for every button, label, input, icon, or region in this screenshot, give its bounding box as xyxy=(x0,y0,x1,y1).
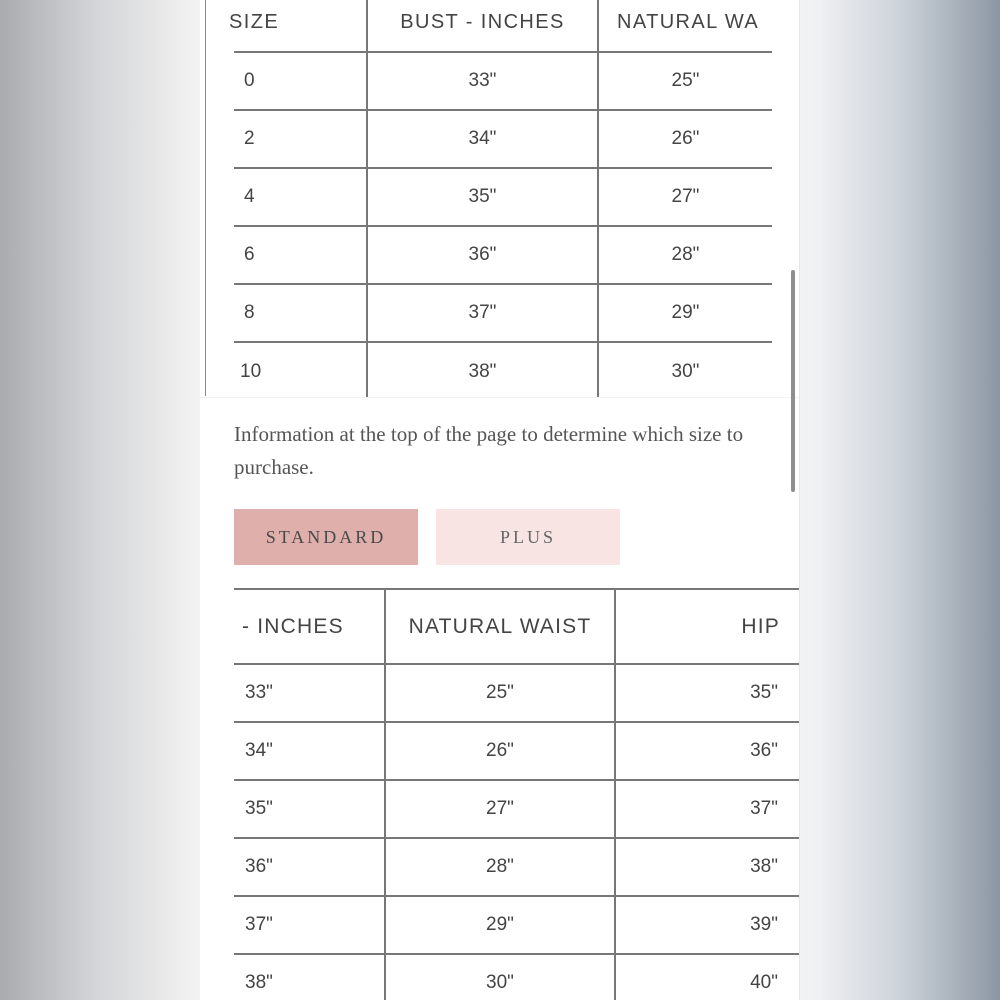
hip-cell: 39" xyxy=(615,896,800,954)
waist-cell: 26" xyxy=(598,110,772,168)
bust-cell: 36" xyxy=(234,838,385,896)
tab-plus[interactable]: PLUS xyxy=(436,509,620,565)
hip-cell: 36" xyxy=(615,722,800,780)
size-cell: 4 xyxy=(234,168,367,226)
hip-cell: 37" xyxy=(615,780,800,838)
table-row xyxy=(234,954,800,1000)
waist-cell: 30" xyxy=(671,360,700,382)
top-size-table xyxy=(229,0,772,398)
waist-cell: 29" xyxy=(385,896,615,954)
size-cell: 8 xyxy=(234,284,367,342)
waist-cell: 26" xyxy=(385,722,615,780)
bust-cell: 38" xyxy=(234,954,385,1000)
size-cell: 10 xyxy=(240,360,262,382)
vertical-scrollbar[interactable] xyxy=(790,0,798,1000)
size-type-tabs xyxy=(234,509,624,565)
size-info-text: Information at the top of the page to determine which size to purchase. xyxy=(234,422,744,479)
bottom-header-natural-waist: NATURAL WAIST xyxy=(385,589,615,664)
bust-cell: 34" xyxy=(367,110,598,168)
waist-cell: 29" xyxy=(598,284,772,342)
bottom-table-header-row xyxy=(234,589,800,664)
bottom-size-table xyxy=(234,588,800,1000)
waist-cell: 27" xyxy=(385,780,615,838)
bust-cell: 33" xyxy=(234,664,385,722)
size-cell: 0 xyxy=(234,52,367,110)
left-table-edge xyxy=(205,0,206,396)
hip-cell: 35" xyxy=(615,664,800,722)
bust-cell: 37" xyxy=(367,284,598,342)
bust-cell: 35" xyxy=(367,168,598,226)
table-row xyxy=(234,780,800,838)
table-row xyxy=(234,110,772,168)
bust-cell: 34" xyxy=(234,722,385,780)
table-row xyxy=(234,342,772,398)
scrollbar-thumb[interactable] xyxy=(791,270,795,492)
table-row xyxy=(234,52,772,110)
waist-cell: 27" xyxy=(598,168,772,226)
bust-cell: 33" xyxy=(367,52,598,110)
table-row xyxy=(234,664,800,722)
top-header-bust: BUST - INCHES xyxy=(367,0,598,52)
top-header-natural-waist: NATURAL WA xyxy=(598,0,772,52)
size-chart-page xyxy=(200,0,800,1000)
size-cell: 6 xyxy=(234,226,367,284)
top-table-header-row xyxy=(234,0,772,52)
size-cell: 2 xyxy=(234,110,367,168)
screenshot-seam xyxy=(200,397,800,398)
table-row xyxy=(234,284,772,342)
tab-standard[interactable]: STANDARD xyxy=(234,509,418,565)
waist-cell: 25" xyxy=(598,52,772,110)
waist-cell: 30" xyxy=(385,954,615,1000)
table-row xyxy=(234,838,800,896)
table-row xyxy=(234,896,800,954)
top-header-size: SIZE xyxy=(234,0,367,52)
waist-cell: 28" xyxy=(598,226,772,284)
hip-cell: 40" xyxy=(615,954,800,1000)
bust-cell: 38" xyxy=(367,342,598,398)
bottom-header-bust: - INCHES xyxy=(234,589,385,664)
hip-cell: 38" xyxy=(615,838,800,896)
bust-cell: 37" xyxy=(234,896,385,954)
table-row xyxy=(234,722,800,780)
page-right-edge xyxy=(799,0,800,1000)
table-row xyxy=(234,168,772,226)
top-size-chart-section xyxy=(200,0,800,398)
bottom-header-hip: HIP xyxy=(615,589,800,664)
table-row xyxy=(234,226,772,284)
waist-cell: 28" xyxy=(385,838,615,896)
bust-cell: 35" xyxy=(234,780,385,838)
bust-cell: 36" xyxy=(367,226,598,284)
waist-cell: 25" xyxy=(385,664,615,722)
